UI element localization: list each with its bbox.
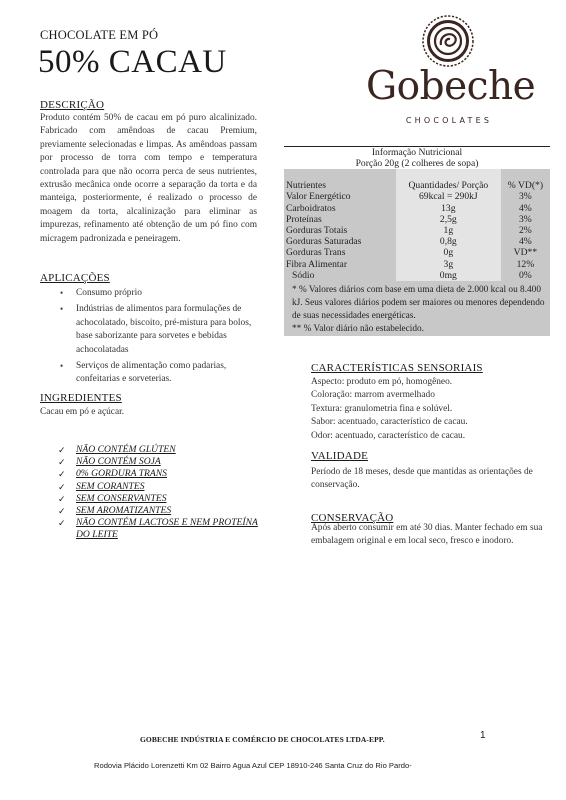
claim-item: ✓ NÃO CONTÉM SOJA xyxy=(58,456,161,468)
table-row: Valor Energético 69kcal = 290kJ 3% xyxy=(284,191,550,202)
claim-item: ✓ SEM AROMATIZANTES xyxy=(58,505,172,517)
nutrition-table xyxy=(284,146,550,336)
product-category: CHOCOLATE EM PÓ xyxy=(40,28,159,42)
bullet-icon: • xyxy=(60,361,64,372)
nutrition-portion: Porção 20g (2 colheres de sopa) xyxy=(355,158,479,170)
nutrition-note-daily: * % Valores diários com base em uma dieta de 2.000 kcal ou 8.400 kJ. Seus valores diários podem ser maiores ou menores dependendo de suas necessidades energéticas. ** % Valor diário não estabelecido. xyxy=(284,281,550,336)
nutrition-note-vd: ** % Valor diário não estabelecido. xyxy=(292,323,425,334)
sensorial-line: Textura: granulometria fina e solúvel. xyxy=(311,403,453,414)
nutrition-title: Informação Nutricional xyxy=(284,147,550,159)
descricao-heading: DESCRIÇÃO xyxy=(40,99,105,111)
claim-item: ✓ NÃO CONTÉM LACTOSE E NEM PROTEÍNA DO LEITE xyxy=(58,517,258,541)
validade-text: Período de 18 meses, desde que mantidas as orientações de conservação. xyxy=(311,467,533,491)
claims-list xyxy=(58,444,258,542)
check-icon: ✓ xyxy=(58,518,66,529)
check-icon: ✓ xyxy=(58,457,66,468)
table-row: Proteínas 2,5g 3% xyxy=(284,214,550,225)
sensoriais-list xyxy=(311,376,551,443)
sensoriais-heading: CARACTERÍSTICAS SENSORIAIS xyxy=(311,362,483,374)
conservacao-text: Após aberto consumir em até 30 dias. Manter fechado em sua embalagem original e em local seco, fresco e inodoro. xyxy=(311,523,543,547)
table-row: Gorduras Saturadas 0,8g 4% xyxy=(284,236,550,247)
claim-item: ✓ 0% GORDURA TRANS xyxy=(58,468,167,480)
bullet-icon: • xyxy=(60,304,64,315)
list-item: • Indústrias de alimentos para formulações de achocolatado, biscoito, pré-mistura para bolos, base saborizante para sorvetes e bebidas achocolatadas xyxy=(60,304,252,355)
product-title: 50% CACAU xyxy=(38,44,227,80)
col-nutrient-header: Nutrientes xyxy=(284,169,396,191)
claim-item: ✓ SEM CONSERVANTES xyxy=(58,492,167,504)
table-row: Carboidratos 13g 4% xyxy=(284,203,550,214)
table-row: Sódio 0mg 0% xyxy=(284,270,550,281)
company-name: GOBECHE INDÚSTRIA E COMÉRCIO DE CHOCOLATES LTDA-EPP. xyxy=(140,735,385,744)
sensorial-line: Coloração: marrom avermelhado xyxy=(311,390,435,401)
descricao-text: Produto contém 50% de cacau em pó puro alcalinizado. Fabricado com amêndoas de cacau Premium, previamente selecionadas e limpas. As amêndoas passam por processo de torra com tempo e temperatura controlada para que não ocorra perca de seus nutrientes, extrusão mecânica onde ocorre a separação da torta e da manteiga, posteriormente, é realizado o processo de moagem da torta, alcalinização para eliminar as impurezas, refinamento até obtenção de um pó fino com micragem padronizada e peneiragem. xyxy=(40,113,257,244)
table-row: Fibra Alimentar 3g 12% xyxy=(284,259,550,270)
claim-item: ✓ SEM CORANTES xyxy=(58,480,145,492)
table-row: Gorduras Trans 0g VD** xyxy=(284,247,550,258)
check-icon: ✓ xyxy=(58,506,66,517)
claim-item: ✓ NÃO CONTÉM GLÚTEN xyxy=(58,444,176,455)
logo-wordmark: Gobeche xyxy=(366,64,536,109)
bullet-icon: • xyxy=(60,288,64,298)
col-qty-header: Quantidades/ Porção xyxy=(396,169,501,191)
check-icon: ✓ xyxy=(58,493,66,504)
col-vd-header: % VD(*) xyxy=(501,169,550,191)
check-icon: ✓ xyxy=(58,481,66,492)
page-number: 1 xyxy=(480,730,486,741)
sensorial-line: Odor: acentuado, característico de cacau. xyxy=(311,430,466,441)
sensorial-line: Aspecto: produto em pó, homogêneo. xyxy=(311,377,453,387)
table-row: Gorduras Totais 1g 2% xyxy=(284,225,550,236)
check-icon: ✓ xyxy=(58,445,66,455)
conservacao-heading: CONSERVAÇÃO xyxy=(311,512,394,524)
aplicacoes-list xyxy=(40,287,270,390)
table-header-row xyxy=(284,169,550,191)
company-address: Rodovia Plácido Lorenzetti Km 02 Bairro Agua Azul CEP 18910-246 Santa Cruz do Rio Pardo- xyxy=(94,761,412,770)
ingredientes-text: Cacau em pó e açúcar. xyxy=(40,407,125,417)
aplicacoes-heading: APLICAÇÕES xyxy=(40,272,110,284)
sensorial-line: Sabor: acentuado, característico de cacau. xyxy=(311,417,468,428)
ingredientes-heading: INGREDIENTES xyxy=(40,392,122,404)
logo-subtitle: CHOCOLATES xyxy=(405,116,493,125)
list-item: • Serviços de alimentação como padarias, confeitarias e sorveterias. xyxy=(60,361,227,385)
list-item: • Consumo próprio xyxy=(40,287,270,300)
check-icon: ✓ xyxy=(58,469,66,480)
validade-heading: VALIDADE xyxy=(311,450,369,462)
